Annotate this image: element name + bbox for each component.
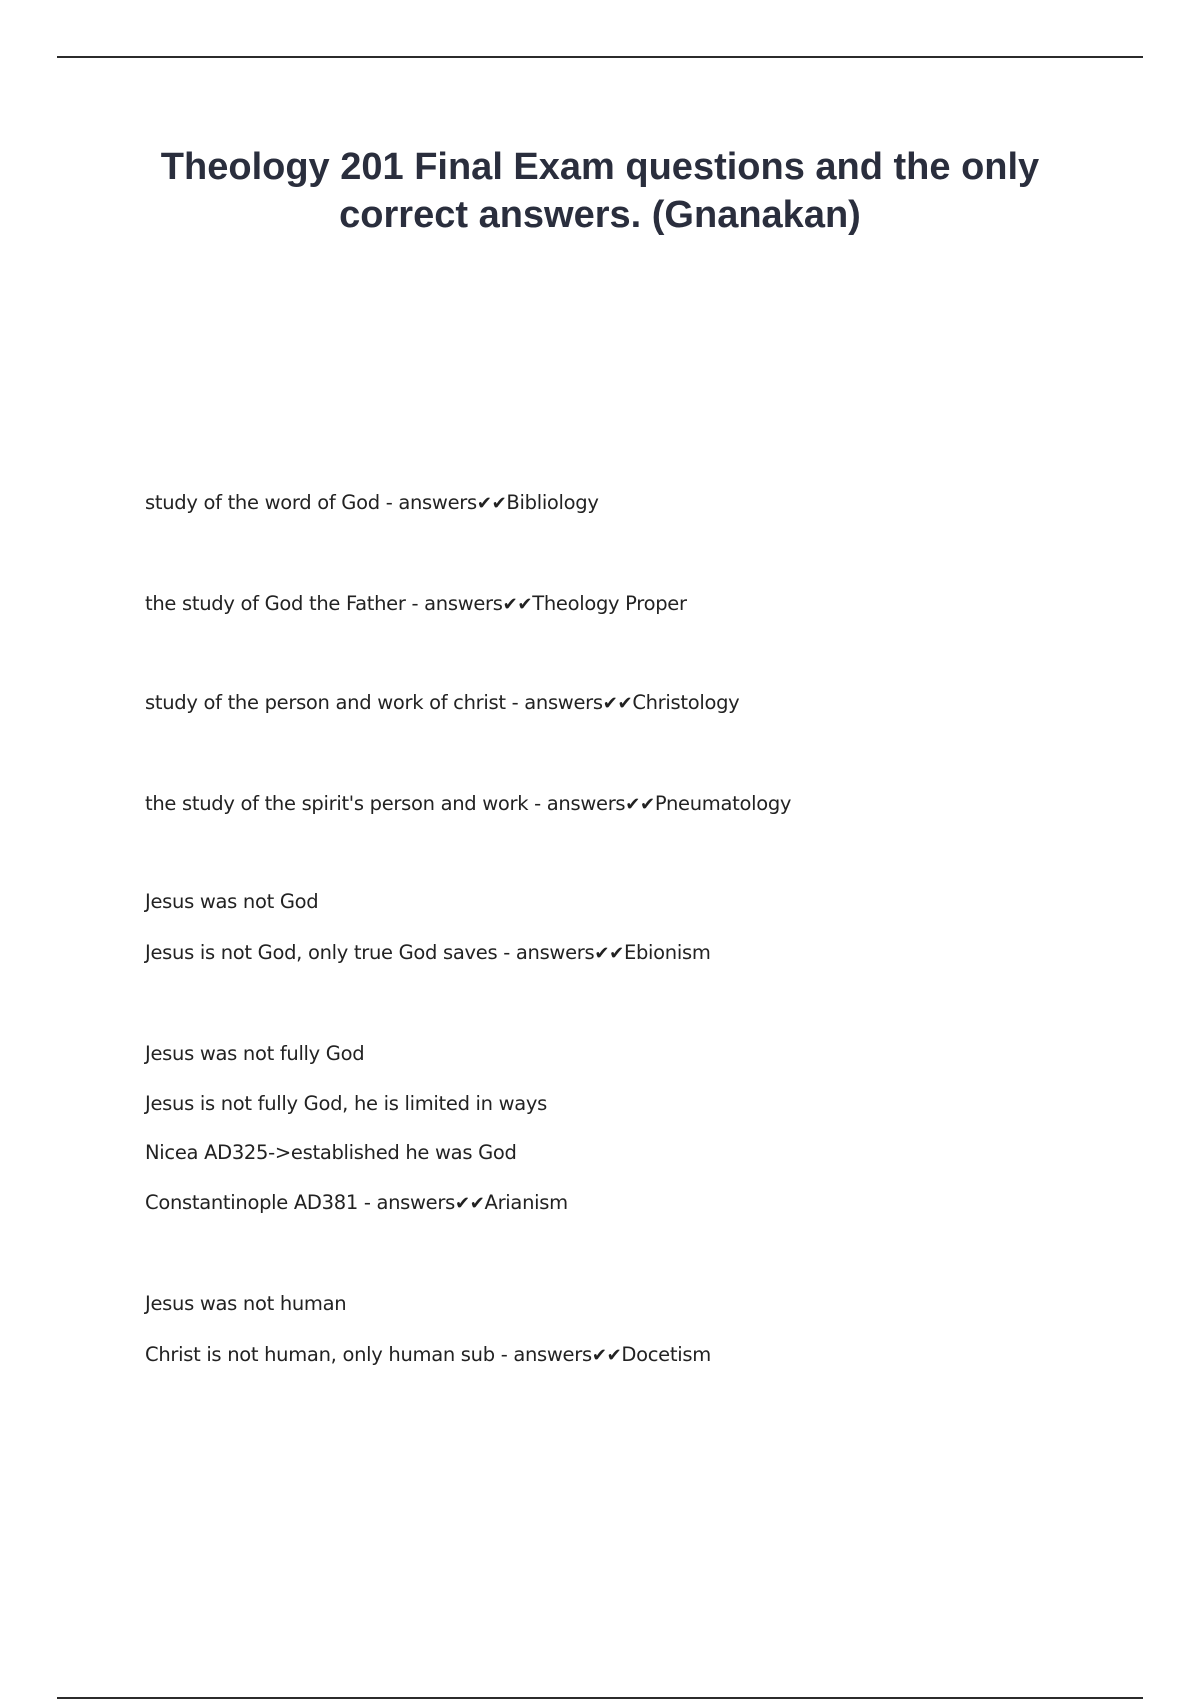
qa-answer-line	[145, 1191, 568, 1216]
checkmark-icon: ✔✔	[602, 693, 633, 714]
qa-answer-line	[145, 941, 711, 966]
checkmark-icon: ✔✔	[594, 943, 624, 964]
answer-text: Bibliology	[506, 491, 599, 514]
question-line: Jesus was not fully God	[145, 1042, 365, 1065]
answer-text: Pneumatology	[654, 792, 792, 815]
question-text: Jesus is not God, only true God saves - answers	[145, 941, 595, 964]
checkmark-icon: ✔✔	[454, 1193, 485, 1214]
question-line: Jesus was not human	[145, 1292, 347, 1315]
bottom-rule	[57, 1697, 1143, 1699]
answer-text: Arianism	[484, 1191, 568, 1214]
question-line: Nicea AD325->established he was God	[145, 1141, 517, 1164]
question-line: Jesus was not God	[145, 890, 319, 913]
answer-text: Theology Proper	[532, 592, 687, 615]
top-rule	[57, 56, 1143, 58]
answer-text: Christology	[632, 691, 740, 714]
question-text: the study of God the Father - answers	[145, 592, 503, 615]
qa-answer-line	[145, 1343, 711, 1368]
qa-answer-line	[145, 491, 599, 516]
question-text: the study of the spirit's person and work - answers	[145, 792, 626, 815]
question-text: Christ is not human, only human sub - answers	[145, 1343, 592, 1366]
page-title: Theology 201 Final Exam questions and the only correct answers. (Gnanakan)	[160, 146, 1040, 236]
question-line: Jesus is not fully God, he is limited in ways	[145, 1092, 548, 1115]
qa-answer-line	[145, 792, 791, 817]
qa-answer-line	[145, 592, 687, 617]
checkmark-icon: ✔✔	[625, 794, 655, 815]
qa-answer-line	[145, 691, 739, 716]
checkmark-icon: ✔✔	[591, 1345, 622, 1366]
answer-text: Ebionism	[623, 941, 711, 964]
checkmark-icon: ✔✔	[502, 594, 533, 615]
answer-text: Docetism	[621, 1343, 711, 1366]
question-text: study of the word of God - answers	[145, 491, 477, 514]
question-text: Constantinople AD381 - answers	[145, 1191, 455, 1214]
question-text: study of the person and work of christ - answers	[145, 691, 603, 714]
checkmark-icon: ✔✔	[476, 493, 507, 514]
